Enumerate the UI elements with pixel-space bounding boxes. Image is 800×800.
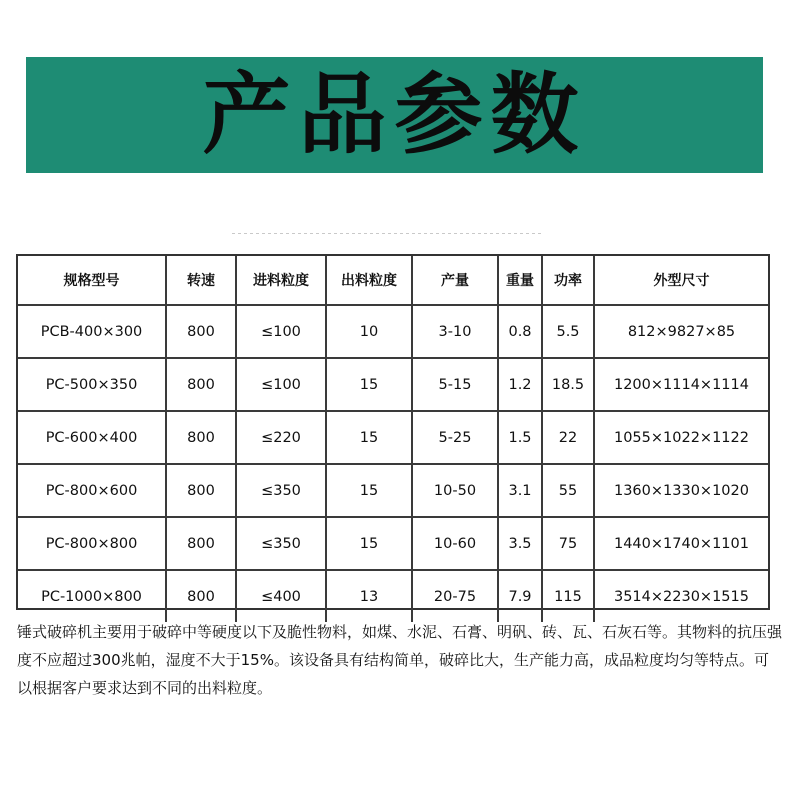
table-row: [18, 517, 768, 570]
title-banner: [26, 57, 763, 173]
cell-power: 18.5: [542, 358, 594, 411]
page-title: 产品参数: [202, 63, 587, 166]
cell-feed-size: ≤350: [236, 517, 326, 570]
product-description: 锤式破碎机主要用于破碎中等硬度以下及脆性物料，如煤、水泥、石膏、明矾、砖、瓦、石灰石等。其物料的抗压强度不应超过300兆帕，湿度不大于15%。该设备具有结构简单，破碎比大，生产能力高，成品粒度均匀等特点。可以根据客户要求达到不同的出料粒度。: [17, 623, 783, 697]
table-header-row: [18, 256, 768, 305]
cell-output-size: 15: [326, 517, 412, 570]
cell-capacity: 10-60: [412, 517, 498, 570]
cell-capacity: 20-75: [412, 570, 498, 622]
header-output-size: 出料粒度: [326, 256, 412, 305]
cell-speed: 800: [166, 517, 236, 570]
cell-power: 22: [542, 411, 594, 464]
cell-model: PC-600×400: [18, 411, 166, 464]
cell-capacity: 10-50: [412, 464, 498, 517]
cell-weight: 1.5: [498, 411, 542, 464]
cell-capacity: 3-10: [412, 305, 498, 358]
cell-power: 115: [542, 570, 594, 622]
cell-capacity: 5-25: [412, 411, 498, 464]
cell-output-size: 15: [326, 464, 412, 517]
cell-feed-size: ≤220: [236, 411, 326, 464]
divider: [232, 233, 544, 234]
spec-table-frame: [16, 254, 770, 610]
cell-speed: 800: [166, 305, 236, 358]
cell-dimensions: 1360×1330×1020: [594, 464, 768, 517]
cell-feed-size: ≤400: [236, 570, 326, 622]
cell-speed: 800: [166, 411, 236, 464]
cell-weight: 1.2: [498, 358, 542, 411]
table-row: [18, 411, 768, 464]
spec-table: [18, 256, 768, 622]
cell-speed: 800: [166, 570, 236, 622]
cell-power: 55: [542, 464, 594, 517]
header-speed: 转速: [166, 256, 236, 305]
cell-output-size: 15: [326, 411, 412, 464]
header-power: 功率: [542, 256, 594, 305]
header-weight: 重量: [498, 256, 542, 305]
cell-model: PCB-400×300: [18, 305, 166, 358]
cell-dimensions: 1055×1022×1122: [594, 411, 768, 464]
header-model: 规格型号: [18, 256, 166, 305]
cell-output-size: 13: [326, 570, 412, 622]
cell-feed-size: ≤100: [236, 305, 326, 358]
cell-weight: 3.1: [498, 464, 542, 517]
cell-power: 5.5: [542, 305, 594, 358]
cell-speed: 800: [166, 464, 236, 517]
cell-speed: 800: [166, 358, 236, 411]
cell-dimensions: 1200×1114×1114: [594, 358, 768, 411]
cell-weight: 3.5: [498, 517, 542, 570]
cell-feed-size: ≤100: [236, 358, 326, 411]
header-dimensions: 外型尺寸: [594, 256, 768, 305]
cell-dimensions: 812×9827×85: [594, 305, 768, 358]
cell-weight: 0.8: [498, 305, 542, 358]
cell-model: PC-800×800: [18, 517, 166, 570]
header-feed-size: 进料粒度: [236, 256, 326, 305]
cell-power: 75: [542, 517, 594, 570]
cell-model: PC-1000×800: [18, 570, 166, 622]
cell-model: PC-500×350: [18, 358, 166, 411]
table-row: [18, 570, 768, 622]
table-row: [18, 464, 768, 517]
cell-capacity: 5-15: [412, 358, 498, 411]
cell-feed-size: ≤350: [236, 464, 326, 517]
table-row: [18, 358, 768, 411]
cell-output-size: 15: [326, 358, 412, 411]
cell-output-size: 10: [326, 305, 412, 358]
table-row: [18, 305, 768, 358]
cell-weight: 7.9: [498, 570, 542, 622]
cell-dimensions: 1440×1740×1101: [594, 517, 768, 570]
cell-model: PC-800×600: [18, 464, 166, 517]
header-capacity: 产量: [412, 256, 498, 305]
cell-dimensions: 3514×2230×1515: [613, 588, 749, 605]
